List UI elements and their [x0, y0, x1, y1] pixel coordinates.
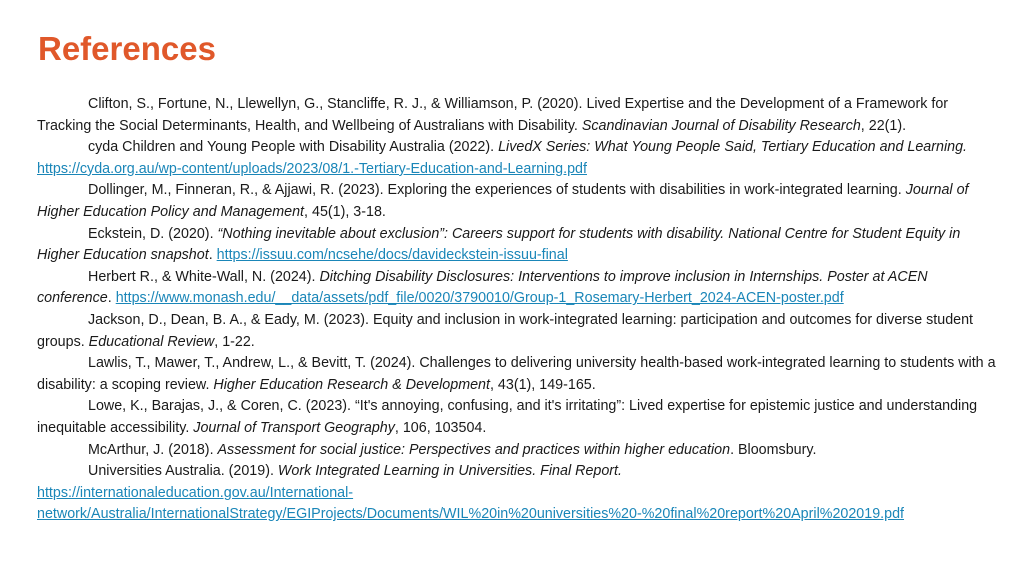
reference-source: Higher Education Research & Development — [213, 376, 490, 393]
reference-details: , 106, 103504. — [394, 419, 487, 436]
reference-entry — [37, 224, 997, 267]
reference-link-part: network/Australia/InternationalStrategy/EGIProjects/Documents/WIL%20in%20universities%20-%20final%20report%20April%202019.pdf — [37, 506, 905, 523]
reference-source: Educational Review — [88, 333, 215, 350]
page-title: References — [38, 30, 216, 67]
reference-source: LivedX Series: What Young People Said, Tertiary Education and Learning. — [498, 139, 968, 156]
reference-entry — [37, 180, 997, 223]
reference-entry — [37, 94, 997, 137]
reference-text: Dollinger, M., Finneran, R., & Ajjawi, R. (2023). Exploring the experiences of students with disabilities in work-integrated learning. — [88, 182, 906, 199]
reference-source: Assessment for social justice: Perspectives and practices within higher education — [217, 441, 731, 458]
reference-text: cyda Children and Young People with Disability Australia (2022). — [88, 139, 499, 156]
reference-text: Clifton, S., Fortune, N., Llewellyn, G., Stancliffe, R. J., & Williamson, P. (2020). Lived Expertise and the Development of a Framework for Tracking the Social Determinants, Health, and Wellbeing of Australians with Disability. — [37, 96, 949, 134]
reference-link-part: https://internationaleducation.gov.au/International- — [37, 484, 354, 501]
reference-link[interactable]: https://cyda.org.au/wp-content/uploads/2023/08/1.-Tertiary-Education-and-Learning.pdf — [37, 160, 587, 177]
reference-source: Ditching Disability Disclosures: Interventions to improve inclusion in Internships. Poster at ACEN conference — [37, 268, 928, 307]
reference-text: Lawlis, T., Mawer, T., Andrew, L., & Bevitt, T. (2024). Challenges to delivering university health-based work-integrated learning to students with a disability: a scoping review. — [37, 355, 996, 393]
reference-list — [37, 94, 997, 526]
reference-link-block — [37, 483, 997, 526]
reference-entry — [37, 440, 997, 462]
reference-entry — [37, 137, 997, 180]
reference-details: , 1-22. — [214, 333, 255, 350]
reference-details: , 22(1). — [860, 117, 907, 134]
reference-link[interactable] — [37, 485, 904, 523]
reference-entry — [37, 310, 997, 353]
reference-text: Herbert R., & White-Wall, N. (2024). — [88, 268, 320, 285]
reference-link[interactable]: https://issuu.com/ncsehe/docs/davideckstein-issuu-final — [216, 247, 568, 264]
reference-text: McArthur, J. (2018). — [88, 441, 218, 458]
reference-entry — [37, 396, 997, 439]
reference-entry — [37, 461, 997, 483]
reference-details: . Bloomsbury. — [730, 441, 817, 458]
reference-details: , 45(1), 3-18. — [304, 203, 386, 220]
reference-source: Scandinavian Journal of Disability Research — [581, 117, 861, 134]
reference-details: . — [107, 290, 116, 307]
reference-text: Universities Australia. (2019). — [88, 463, 278, 480]
reference-link[interactable]: https://www.monash.edu/__data/assets/pdf_file/0020/3790010/Group-1_Rosemary-Herbert_2024-ACEN-poster.pdf — [115, 290, 844, 307]
reference-entry — [37, 267, 997, 310]
reference-text: Jackson, D., Dean, B. A., & Eady, M. (2023). Equity and inclusion in work-integrated learning: participation and outcomes for diverse student groups. — [37, 311, 974, 350]
reference-source: “Nothing inevitable about exclusion”: Careers support for students with disability. National Centre for Student Equity in Higher Education snapshot — [37, 225, 961, 264]
reference-details: . — [208, 247, 217, 264]
reference-text: Lowe, K., Barajas, J., & Coren, C. (2023). “It's annoying, confusing, and it's irritating”: Lived expertise for epistemic justice and understanding inequitable accessibility. — [37, 398, 978, 436]
reference-source: Journal of Higher Education Policy and Management — [37, 182, 969, 220]
reference-entry — [37, 353, 997, 396]
reference-details: , 43(1), 149-165. — [489, 376, 596, 393]
reference-source: Journal of Transport Geography — [193, 419, 395, 436]
reference-text: Eckstein, D. (2020). — [88, 225, 218, 242]
reference-source: Work Integrated Learning in Universities. Final Report. — [277, 463, 622, 480]
